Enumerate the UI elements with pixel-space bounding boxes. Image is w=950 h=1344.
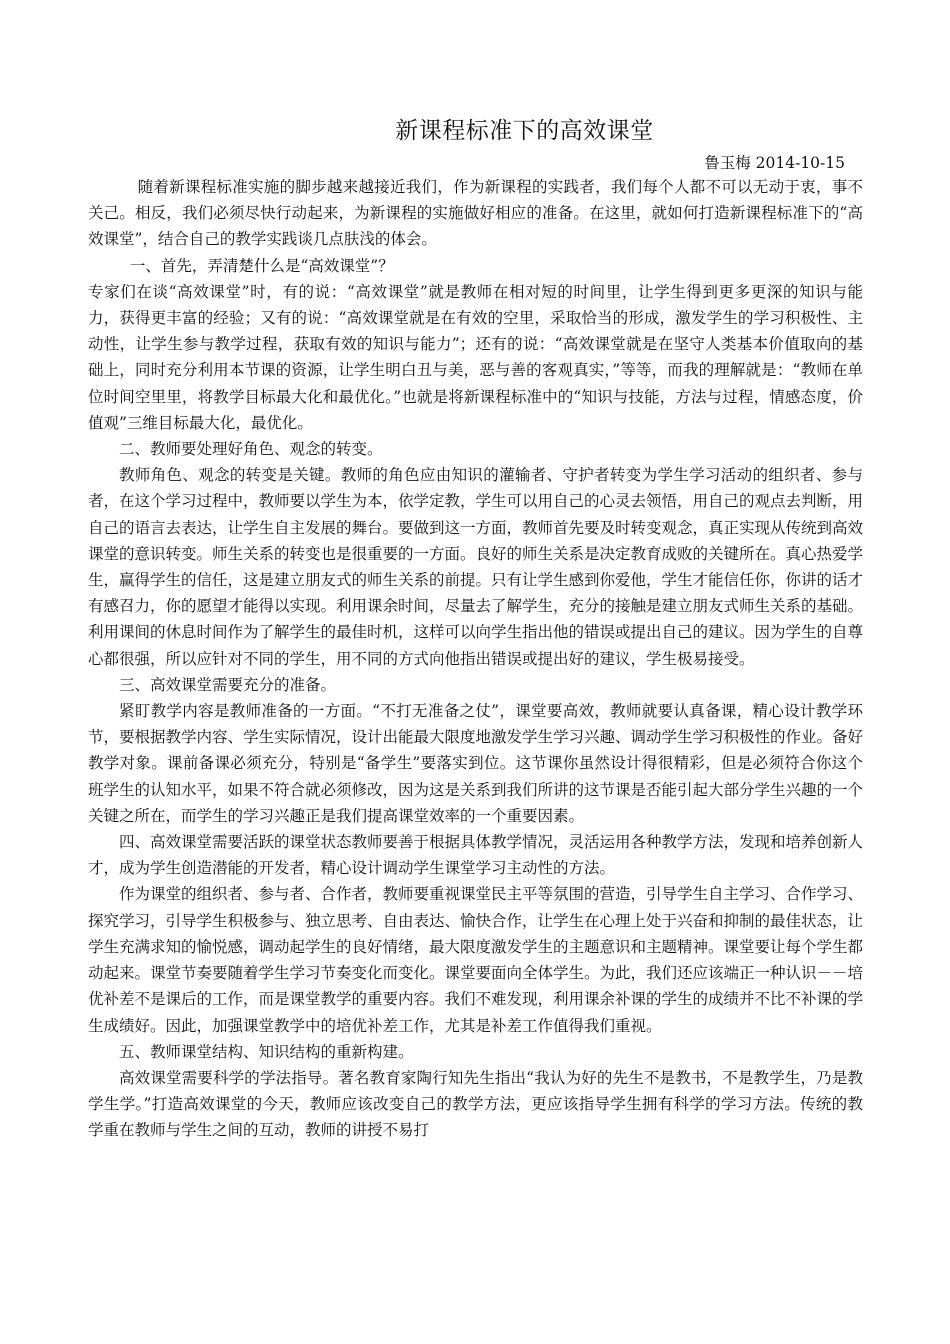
paragraph: 专家们在谈“高效课堂”时，有的说：“高效课堂”就是教师在相对短的时间里，让学生得到更多更深的知识与能力，获得更丰富的经验；又有的说：“高效课堂就是在有效的空里，采取恰当的形成，激发学生的学习积极性、主动性，让学生参与教学过程，获取有效的知识与能力”；还有的说：“高效课堂就是在坚守人类基本价值取向的基础上，同时充分利用本节课的资源，让学生明白丑与美，恶与善的客观真实，”等等，而我的理解就是：“教师在单位时间空里里，将教学目标最大化和最优化。”也就是将新课程标准中的“知识与技能，方法与过程，情感态度，价值观”三维目标最大化，最优化。 — [88, 282, 863, 432]
document-title: 新课程标准下的高效课堂 — [395, 118, 654, 144]
paragraph: 教师角色、观念的转变是关键。教师的角色应由知识的灌输者、守护者转变为学生学习活动的组织者、参与者，在这个学习过程中，教师要以学生为本，依学定教，学生可以用自己的心灵去领悟，用自己的观点去判断，用自己的语言去表达，让学生自主发展的舞台。要做到这一方面，教师首先要及时转变观念，真正实现从传统到高效课堂的意识转变。师生关系的转变也是很重要的一方面。良好的师生关系是决定教育成败的关键所在。真心热爱学生，赢得学生的信任，这是建立朋友式的师生关系的前提。只有让学生感到你爱他，学生才能信任你，你讲的话才有感召力，你的愿望才能得以实现。利用课余时间，尽量去了解学生，充分的接触是建立朋友式师生关系的基础。利用课间的休息时间作为了解学生的最佳时机，这样可以向学生指出他的错误或提出自己的建议。因为学生的自尊心都很强，所以应针对不同的学生，用不同的方式向他指出错误或提出好的建议，学生极易接受。 — [88, 466, 864, 668]
section-heading-2: 二、教师要处理好角色、观念的转变。 — [119, 440, 383, 459]
section-heading-5: 五、教师课堂结构、知识结构的重新构建。 — [119, 1042, 414, 1061]
paragraph: 作为课堂的组织者、参与者、合作者，教师要重视课堂民主平等氛围的营造，引导学生自主学习、合作学习、探究学习，引导学生积极参与、独立思考、自由表达、愉快合作，让学生在心理上处于兴奋和抑制的最佳状态，让学生充满求知的愉悦感，调动起学生的良好情绪，最大限度激发学生的主题意识和主题精神。课堂要让每个学生都动起来。课堂节奏要随着学生学习节奏变化而变化。课堂要面向全体学生。为此，我们还应该端正一种认识－－培优补差不是课后的工作，而是课堂教学的重要内容。我们不难发现，利用课余补课的学生的成绩并不比不补课的学生成绩好。因此，加强课堂教学中的培优补差工作，尤其是补差工作值得我们重视。 — [88, 885, 864, 1035]
section-heading-1: 一、首先，弄清楚什么是“高效课堂”？ — [129, 256, 394, 275]
section-heading-3: 三、高效课堂需要充分的准备。 — [119, 675, 337, 694]
paragraph-intro: 随着新课程标准实施的脚步越来越接近我们，作为新课程的实践者，我们每个人都不可以无动于衷，事不关己。相反，我们必须尽快行动起来，为新课程的实施做好相应的准备。在这里，就如何打造新课程标准下的“高效课堂”，结合自己的教学实践谈几点肤浅的体会。 — [88, 178, 863, 249]
document-body — [88, 174, 863, 1144]
section-heading-4: 四、高效课堂需要活跃的课堂状态教师要善于根据具体教学情况，灵活运用各种教学方法，发现和培养创新人才，成为学生创造潜能的开发者，精心设计调动学生课堂学习主动性的方法。 — [88, 833, 864, 878]
author-date: 鲁玉梅 2014-10-15 — [704, 154, 845, 172]
paragraph: 高效课堂需要科学的学法指导。著名教育家陶行知先生指出“我认为好的先生不是教书，不是教学生，乃是教学生学。”打造高效课堂的今天，教师应该改变自己的教学方法，更应该指导学生拥有科学的学习方法。传统的教学重在教师与学生之间的互动，教师的讲授不易打 — [88, 1068, 863, 1140]
paragraph: 紧盯教学内容是教师准备的一方面。“不打无准备之仗”，课堂要高效，教师就要认真备课，精心设计教学环节，要根据教学内容、学生实际情况，设计出能最大限度地激发学生学习兴趣、调动学生学习积极性的作业。备好教学对象。课前备课必须充分，特别是“备学生”要落实到位。这节课你虽然设计得很精彩，但是必须符合你这个班学生的认知水平，如果不符合就必须修改，因为这是关系到我们所讲的这节课是否能引起大部分学生兴趣的一个关键之所在，而学生的学习兴趣正是我们提高课堂效率的一个重要因素。 — [88, 702, 864, 825]
